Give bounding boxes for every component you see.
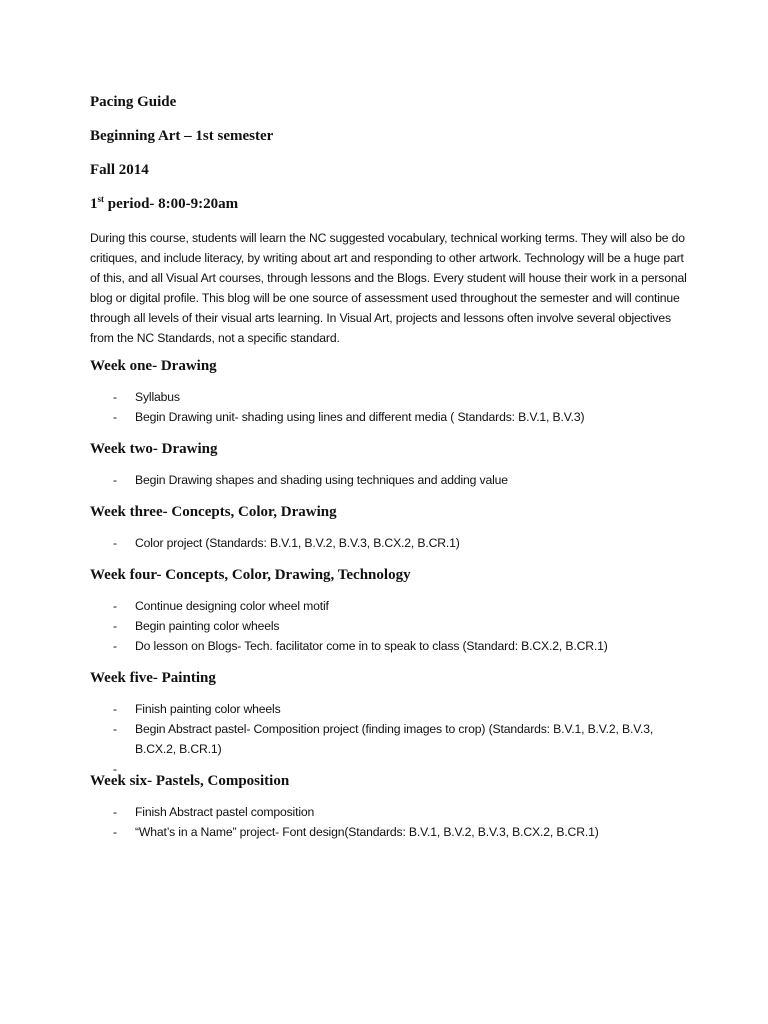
list-item-text: Begin painting color wheels <box>135 619 280 633</box>
list-item-text: Begin Drawing shapes and shading using techniques and adding value <box>135 473 508 487</box>
bullet-dash: - <box>113 762 117 776</box>
week-title: Week two- Drawing <box>90 441 218 457</box>
bullet-dash: - <box>113 825 117 839</box>
bullet-dash: - <box>113 473 117 487</box>
week-section <box>90 565 690 656</box>
week-title: Week five- Painting <box>90 670 216 686</box>
week-items <box>90 533 690 553</box>
bullet-dash: - <box>113 702 117 716</box>
document-body <box>90 92 690 854</box>
weeks-list <box>90 356 690 842</box>
bullet-dash: - <box>113 639 117 653</box>
week-title: Week six- Pastels, Composition <box>90 773 290 789</box>
period-suffix: st <box>97 194 104 204</box>
list-item-text: Syllabus <box>135 390 180 404</box>
week-section <box>90 439 690 490</box>
list-item <box>90 699 690 719</box>
list-item <box>90 802 690 822</box>
term-label: Fall 2014 <box>90 162 149 178</box>
list-item-text: Finish painting color wheels <box>135 702 281 716</box>
list-item <box>90 470 690 490</box>
list-item-text: Begin Abstract pastel- Composition project (finding images to crop) (Standards: B.V.1, B.V.2, B.V.3, B.CX.2, B.CR.1) <box>135 722 654 756</box>
list-item <box>90 616 690 636</box>
week-items <box>90 387 690 427</box>
period-heading <box>90 194 690 214</box>
week-title: Week three- Concepts, Color, Drawing <box>90 504 337 520</box>
week-items <box>90 699 690 776</box>
list-item <box>90 719 690 759</box>
intro-paragraph: During this course, students will learn the NC suggested vocabulary, technical working terms. They will also be do critiques, and include literacy, by writing about art and responding to other artwork. Technology will be a huge part of this, and all Visual Art courses, through lessons and the Blogs. Every student will house their work in a personal blog or digital profile. This blog will be one source of assessment used throughout the semester and will continue through all levels of their visual arts learning. In Visual Art, projects and lessons often involve several objectives from the NC Standards, not a specific standard. <box>90 231 687 345</box>
week-title: Week four- Concepts, Color, Drawing, Technology <box>90 567 411 583</box>
bullet-dash: - <box>113 599 117 613</box>
list-item-text: Begin Drawing unit- shading using lines and different media ( Standards: B.V.1, B.V.3) <box>135 410 585 424</box>
list-item <box>90 636 690 656</box>
bullet-dash: - <box>113 410 117 424</box>
list-item <box>90 596 690 616</box>
list-item <box>90 533 690 553</box>
week-section <box>90 668 690 776</box>
list-item-text: Do lesson on Blogs- Tech. facilitator come in to speak to class (Standard: B.CX.2, B.CR.1) <box>135 639 608 653</box>
week-items <box>90 470 690 490</box>
list-item <box>90 407 690 427</box>
bullet-dash: - <box>113 390 117 404</box>
list-item-text: Continue designing color wheel motif <box>135 599 329 613</box>
week-section <box>90 502 690 553</box>
week-items <box>90 596 690 656</box>
week-section <box>90 771 690 842</box>
week-items <box>90 802 690 842</box>
list-item-text: Color project (Standards: B.V.1, B.V.2, B.V.3, B.CX.2, B.CR.1) <box>135 536 460 550</box>
week-title: Week one- Drawing <box>90 358 217 374</box>
bullet-dash: - <box>113 619 117 633</box>
list-item <box>90 822 690 842</box>
list-item <box>90 387 690 407</box>
bullet-dash: - <box>113 722 117 736</box>
week-section <box>90 356 690 427</box>
period-time: period- 8:00-9:20am <box>104 196 239 212</box>
list-item-text: Finish Abstract pastel composition <box>135 805 315 819</box>
bullet-dash: - <box>113 536 117 550</box>
course-title: Beginning Art – 1st semester <box>90 128 274 144</box>
document-title: Pacing Guide <box>90 94 177 110</box>
bullet-dash: - <box>113 805 117 819</box>
period-number: 1 <box>90 196 98 212</box>
list-item-text: “What’s in a Name” project- Font design(Standards: B.V.1, B.V.2, B.V.3, B.CX.2, B.CR.1) <box>135 825 599 839</box>
